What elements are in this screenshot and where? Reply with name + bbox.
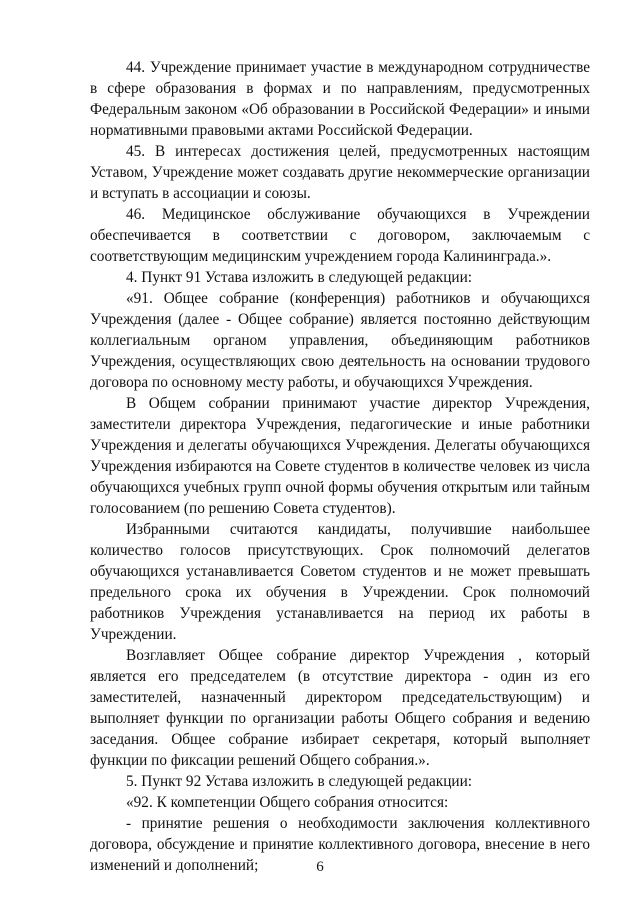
paragraph-92-item: - принятие решения о необходимости заключения коллективного договора, обсуждение и принятие коллективного договора, внесение в него изменений и дополнений; [90, 815, 590, 874]
paragraph-91-elected: Избранными считаются кандидаты, получившие наибольшее количество голосов присутствующих. Срок полномочий делегатов обучающихся устанавливается Советом студентов и не может превышать предельного срока их обучения в Учреждении. Срок полномочий работников Учреждения устанавливается на период их работы в Учреждении. [90, 521, 590, 643]
paragraph-46: 46. Медицинское обслуживание обучающихся в Учреждении обеспечивается в соответствии с договором, заключаемым с соответствующим медицинским учреждением города Калининграда.». [90, 206, 590, 265]
paragraph-92: «92. К компетенции Общего собрания относится: [126, 794, 449, 811]
paragraph-44: 44. Учреждение принимает участие в международном сотрудничестве в сфере образования в формах и по направлениям, предусмотренных Федеральным законом «Об образовании в Российской Федерации» и иными нормативными правовыми актами Российской Федерации. [90, 59, 590, 139]
paragraph-91-participants: В Общем собрании принимают участие директор Учреждения, заместители директора Учреждения, педагогические и иные работники Учреждения и делегаты обучающихся Учреждения. Делегаты обучающихся Учреждения избираются на Совете студентов в количестве человек из числа обучающихся учебных групп очной формы обучения открытым или тайным голосованием (по решению Совета студентов). [90, 395, 590, 517]
paragraph-91: «91. Общее собрание (конференция) работников и обучающихся Учреждения (далее - Общее собрание) является постоянно действующим коллегиальным органом управления, объединяющим работников Учреждения, осуществляющих свою деятельность на основании трудового договора по основному месту работы, и обучающихся Учреждения. [90, 290, 590, 391]
item-5-heading: 5. Пункт 92 Устава изложить в следующей редакции: [126, 773, 473, 790]
paragraph-91-chair: Возглавляет Общее собрание директор Учреждения , который является его председателем (в отсутствие директора - один из его заместителей, назначенный директором председательствующим) и выполняет функции по организации работы Общего собрания и ведению заседания. Общее собрание избирает секретаря, который выполняет функции по фиксации решений Общего собрания.». [90, 647, 590, 769]
page-number: 6 [316, 859, 324, 875]
item-4-heading: 4. Пункт 91 Устава изложить в следующей редакции: [126, 269, 473, 286]
document-body [90, 57, 590, 876]
paragraph-45: 45. В интересах достижения целей, предусмотренных настоящим Уставом, Учреждение может создавать другие некоммерческие организации и вступать в ассоциации и союзы. [90, 143, 590, 202]
